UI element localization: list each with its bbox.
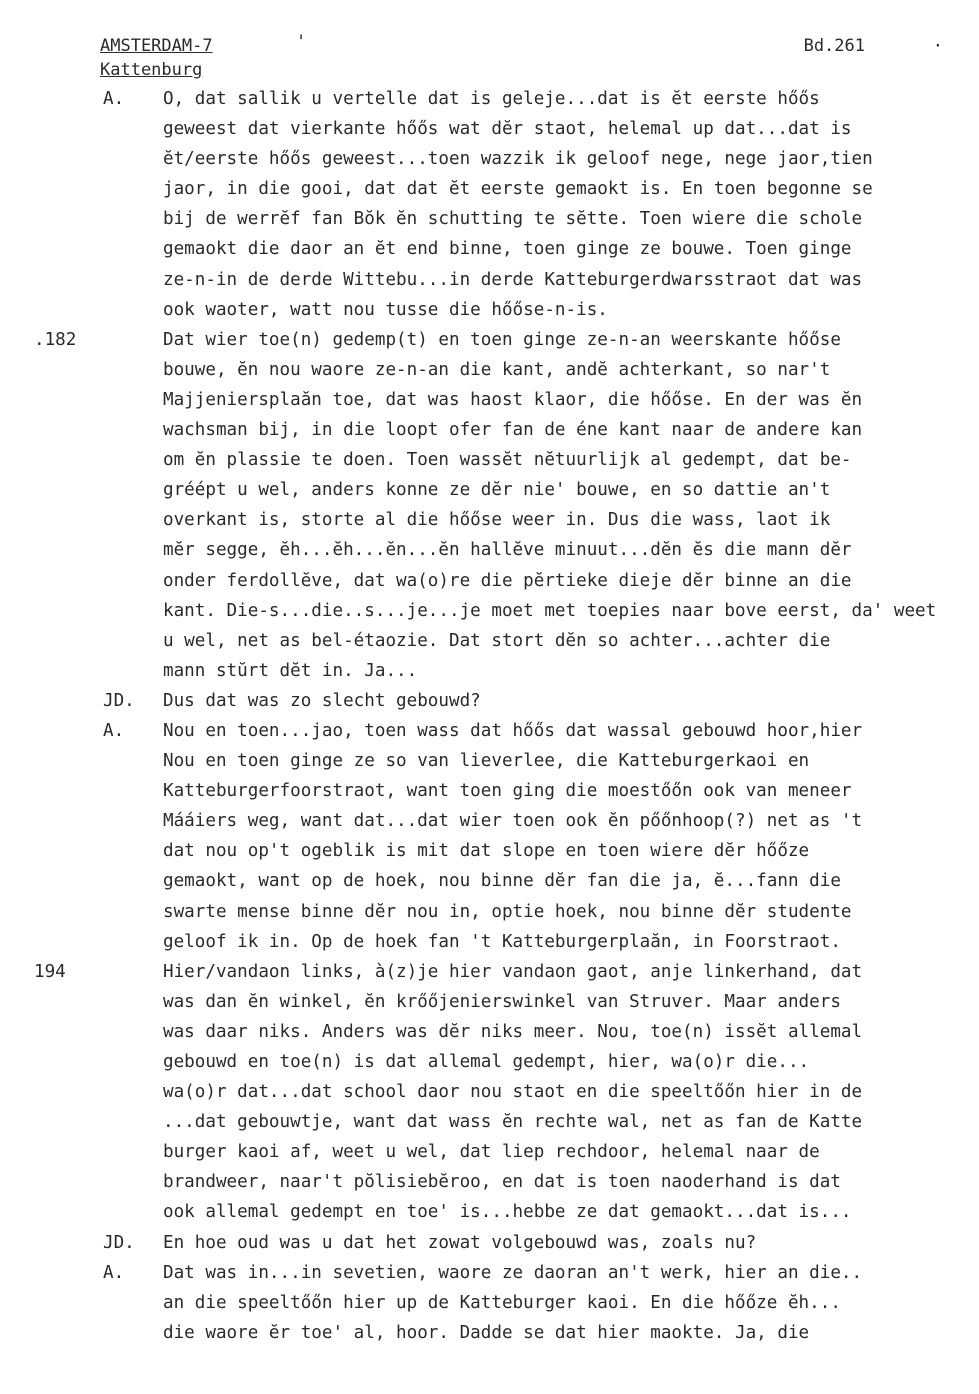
line-text: ze-n-in de derde Wittebu...in derde Katteburgerdwarsstraot dat was [163, 269, 863, 290]
transcript-line [0, 234, 979, 264]
line-text: Dat wier toe(n) gedemp(t) en toen ginge ze-n-an weerskante hőőse [163, 329, 841, 350]
line-text: onder ferdollĕve, dat wa(o)re die pĕrtieke dieje dĕr binne an die [163, 570, 852, 591]
transcript-line [0, 927, 979, 957]
transcript-line [0, 1258, 979, 1288]
transcript-line [0, 806, 979, 836]
transcript-line [0, 475, 979, 505]
transcript-line [0, 1107, 979, 1137]
page-reference: Bd.261 [803, 36, 865, 56]
line-text: mĕr segge, ĕh...ĕh...ĕn...ĕn hallĕve minuut...dĕn ĕs die mann dĕr [163, 540, 852, 561]
transcript-line [0, 325, 979, 355]
speaker-label: JD. [103, 1232, 135, 1253]
line-text: dat nou op't ogeblik is mit dat slope en toen wiere dĕr hőőze [163, 841, 810, 862]
transcript-line [0, 957, 979, 987]
line-text: gréépt u wel, anders konne ze dĕr nie' bouwe, en so dattie an't [163, 480, 831, 501]
transcript-line [0, 1137, 979, 1167]
transcript-line [0, 566, 979, 596]
line-text: Katteburgerfoorstraot, want toen ging die moestőőn ook van meneer [163, 781, 852, 802]
transcript-line [0, 445, 979, 475]
line-text: geweest dat vierkante hőős wat dĕr staot, helemal up dat...dat is [163, 119, 852, 140]
line-text: brandweer, naar't pŏlisiebĕroo, en dat is toen naoderhand is dat [163, 1172, 841, 1193]
line-text: Hier/vandaon links, à(z)je hier vandaon gaot, anje linkerhand, dat [163, 961, 863, 982]
line-text: Nou en toen ginge ze so van lieverlee, die Katteburgerkaoi en [163, 751, 810, 772]
line-text: geloof ik in. Op de hoek fan 't Katteburgerplaăn, in Foorstraot. [163, 931, 841, 952]
transcript-line [0, 836, 979, 866]
line-text: kant. Die-s...die..s...je...je moet met toepies naar bove eerst, da' weet [163, 600, 937, 621]
line-text: ook waoter, watt nou tusse die hőőse-n-is. [163, 299, 608, 320]
transcript-line [0, 987, 979, 1017]
transcript-line [0, 505, 979, 535]
line-text: wa(o)r dat...dat school daor nou staot en die speeltőőn hier in de [163, 1082, 863, 1103]
transcript-line [0, 897, 979, 927]
neighbourhood-label: Kattenburg [100, 60, 203, 80]
line-text: ook allemal gedempt en toe' is...hebbe ze dat gemaokt...dat is... [163, 1202, 852, 1223]
stray-dot-mark: · [932, 36, 943, 56]
margin-number: 194 [34, 961, 66, 982]
transcript-line [0, 1197, 979, 1227]
transcript-body [0, 84, 979, 1348]
transcript-line [0, 1318, 979, 1348]
transcript-line [0, 866, 979, 896]
line-text: u wel, net as bel-étaozie. Dat stort dĕn so achter...achter die [163, 630, 831, 651]
line-text: Dat was in...in sevetien, waore ze daoran an't werk, hier an die.. [163, 1262, 863, 1283]
line-text: swarte mense binne dĕr nou in, optie hoek, nou binne dĕr studente [163, 901, 852, 922]
transcript-line [0, 746, 979, 776]
transcript-line [0, 1047, 979, 1077]
page-header [100, 34, 957, 82]
line-text: an die speeltőőn hier up de Katteburger kaoi. En die hőőze ĕh... [163, 1292, 841, 1313]
transcript-line [0, 415, 979, 445]
transcript-line [0, 1017, 979, 1047]
location-label: AMSTERDAM-7 [100, 36, 213, 56]
transcript-line [0, 626, 979, 656]
line-text: Mááiers weg, want dat...dat wier toen ook ĕn pőőnhoop(?) net as 't [163, 811, 863, 832]
line-text: Majjeniersplaăn toe, dat was haost klaor, die hőőse. En der was ĕn [163, 389, 863, 410]
transcript-line [0, 295, 979, 325]
line-text: bouwe, ĕn nou waore ze-n-an die kant, andĕ achterkant, so nar't [163, 359, 831, 380]
stray-tick-mark: ' [296, 32, 307, 52]
transcript-line [0, 1288, 979, 1318]
transcript-line [0, 144, 979, 174]
transcript-line [0, 84, 979, 114]
transcript-line [0, 355, 979, 385]
transcript-line [0, 596, 979, 626]
speaker-label: A. [103, 1262, 125, 1283]
transcript-line [0, 686, 979, 716]
line-text: En hoe oud was u dat het zowat volgebouwd was, zoals nu? [163, 1232, 757, 1253]
line-text: om ĕn plassie te doen. Toen wassĕt nĕtuurlijk al gedempt, dat be- [163, 450, 852, 471]
line-text: ...dat gebouwtje, want dat wass ĕn rechte wal, net as fan de Katte [163, 1112, 863, 1133]
transcript-line [0, 776, 979, 806]
transcript-line [0, 716, 979, 746]
transcript-line [0, 656, 979, 686]
speaker-label: A. [103, 89, 125, 109]
line-text: Dus dat was zo slecht gebouwd? [163, 690, 481, 711]
transcript-line [0, 114, 979, 144]
line-text: wachsman bij, in die loopt ofer fan de éne kant naar de andere kan [163, 420, 863, 441]
line-text: was daar niks. Anders was dĕr niks meer. Nou, toe(n) issĕt allemal [163, 1021, 863, 1042]
line-text: O, dat sallik u vertelle dat is geleje...dat is ĕt eerste hőős [163, 89, 820, 109]
line-text: jaor, in die gooi, dat dat ĕt eerste gemaokt is. En toen begonne se [163, 179, 873, 200]
transcript-line [0, 265, 979, 295]
line-text: gemaokt, want op de hoek, nou binne dĕr fan die ja, ĕ...fann die [163, 871, 841, 892]
transcript-line [0, 1167, 979, 1197]
line-text: ĕt/eerste hőős geweest...toen wazzik ik geloof nege, nege jaor,tien [163, 149, 873, 170]
transcript-line [0, 385, 979, 415]
line-text: mann stŭrt dĕt in. Ja... [163, 660, 418, 681]
speaker-label: JD. [103, 690, 135, 711]
transcript-line [0, 1228, 979, 1258]
transcript-line [0, 1077, 979, 1107]
margin-number: .182 [34, 329, 77, 350]
line-text: Nou en toen...jao, toen wass dat hőős dat wassal gebouwd hoor,hier [163, 720, 863, 741]
line-text: die waore ĕr toe' al, hoor. Dadde se dat hier maokte. Ja, die [163, 1322, 810, 1343]
line-text: gebouwd en toe(n) is dat allemal gedempt, hier, wa(o)r die... [163, 1052, 810, 1072]
transcript-line [0, 174, 979, 204]
line-text: bij de werrĕf fan Bŏk ĕn schutting te sĕtte. Toen wiere die schole [163, 209, 863, 230]
line-text: was dan ĕn winkel, ĕn krőőjenierswinkel van Struver. Maar anders [163, 991, 841, 1012]
transcript-line [0, 204, 979, 234]
line-text: gemaokt die daor an ĕt end binne, toen ginge ze bouwe. Toen ginge [163, 239, 852, 260]
transcript-line [0, 535, 979, 565]
line-text: overkant is, storte al die hőőse weer in. Dus die wass, laot ik [163, 510, 831, 531]
line-text: burger kaoi af, weet u wel, dat liep rechdoor, helemal naar de [163, 1142, 820, 1163]
speaker-label: A. [103, 720, 125, 741]
